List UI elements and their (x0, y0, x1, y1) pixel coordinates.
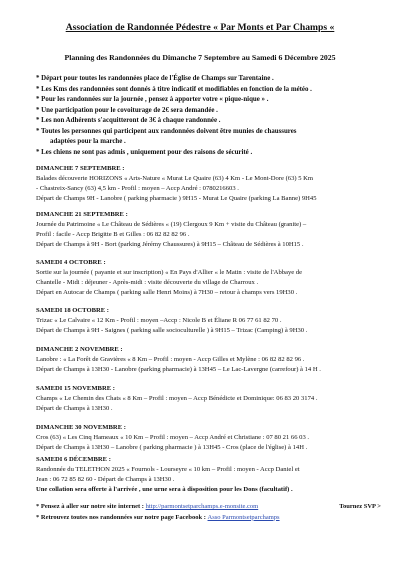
rule-line: * Pour les randonnées sur la journée , pensez à apporter votre « pique-nique » . (36, 96, 269, 103)
event-line: Randonnée du TELETHON 2025 « Fournols - Lourseyre « 10 km – Profil : moyen - Accp Daniel et (36, 466, 300, 474)
event-line: Cros (63) « Les Cinq Hameaux « 10 Km – Profil : moyen – Accp André et Christiane : 07 80 21 66 03 . (36, 434, 310, 442)
event-block (36, 210, 381, 250)
facebook-link[interactable]: Asso Parmontsetparchamps (207, 513, 280, 521)
event-block (36, 423, 381, 453)
website-link[interactable]: http://parmontsetparchamps.e-monsite.com (145, 503, 259, 510)
event-line: Profil : facile - Accp Brigitte B et Gilles : 06 82 82 82 96 . (36, 231, 190, 239)
event-date: SAMEDI 15 NOVEMBRE : (36, 385, 115, 392)
event-block (36, 306, 381, 336)
event-block (36, 164, 381, 204)
event-block (36, 455, 381, 495)
event-line: Lanobre : « La Forêt de Gravières « 8 Km – Profil : moyen - Accp Gilles et Mylène : 06 82 82 82 96 . (36, 356, 305, 364)
event-block (36, 345, 381, 375)
event-date: DIMANCHE 7 SEPTEMBRE : (36, 165, 125, 172)
rule-line: * Toutes les personnes qui participent aux randonnées doivent être munies de chaussures (36, 127, 297, 135)
event-line: Chantelle - Midi : déjeuner - Après-midi : visite découverte du village de Charroux . (36, 279, 259, 287)
website-prefix: * Pensez à aller sur notre site internet : (36, 503, 144, 510)
event-line: Départ de Champs à 13H30 - Lanobre (parking pharmacie) à 13H45 – Le Lac-Lavergne (carrefour) à 14 H . (36, 366, 321, 374)
turn-over-label: Tournez SVP > (339, 503, 381, 510)
event-line: Départ de Champs à 13H30 . (36, 405, 113, 413)
event-line: Départ en Autocar de Champs ( parking salle Henri Moins) à 7H30 – retour à champs vers 19H30 . (36, 289, 298, 297)
event-line: Sortie sur la journée ( payante et sur inscription) « En Pays d'Allier « le Matin : visite de l'Abbaye de (36, 269, 303, 277)
event-line: Champs « Le Chemin des Chats « 8 Km – Profil : moyen – Accp Bénédicte et Dominique: 06 83 20 3174 . (36, 395, 318, 403)
event-date: DIMANCHE 2 NOVEMBRE : (36, 346, 123, 353)
rule-line: adaptées pour la marche . (50, 138, 126, 145)
event-line: Balades découverte HORIZONS « Arts-Nature « Murat Le Quaire (63) 4 Km - Le Mont-Dore (63) 5 Km (36, 175, 314, 183)
event-line: Départ de Champs à 13H30 – Lanobre ( parking pharmacie ) à 13H45 - Cros (place de l'église) à 14H . (36, 444, 308, 452)
event-line: Journée du Patrimoine « Le Château de Sédières « (19) Clergoux 9 Km + visite du Château (granite) – (36, 221, 307, 229)
rule-line: * Les non Adhérents s'acquitteront de 3€ à chaque randonnée . (36, 117, 221, 124)
event-date: SAMEDI 6 DÉCEMBRE : (36, 456, 111, 463)
event-block (36, 258, 381, 298)
rule-line: * Les Kms des randonnées sont donnés à titre indicatif et modifiables en fonction de la météo . (36, 85, 312, 93)
event-date: SAMEDI 4 OCTOBRE : (36, 259, 106, 266)
event-block (36, 384, 381, 414)
rule-line: * Une participation pour le covoiturage de 2€ sera demandée . (36, 106, 218, 114)
rules-list (36, 74, 376, 158)
event-line: Jean : 06 72 85 82 60 - Départ de Champs à 13H30 . (36, 476, 175, 484)
event-line: Une collation sera offerte à l'arrivée , une urne sera à disposition pour les Dons (facultatif) . (36, 486, 293, 494)
footer-website-line (36, 502, 381, 513)
event-date: SAMEDI 18 OCTOBRE : (36, 307, 109, 314)
association-title: Association de Randonnée Pédestre « Par Monts et Par Champs « (65, 22, 335, 33)
event-date: DIMANCHE 30 NOVEMBRE : (36, 424, 126, 431)
footer (36, 502, 381, 523)
rule-line: * Les chiens ne sont pas admis , uniquement pour des raisons de sécurité . (36, 148, 253, 156)
facebook-prefix: * Retrouvez toutes nos randonnées sur notre page Facebook : (36, 513, 206, 521)
event-line: Départ de Champs à 9H - Bort (parking Jérémy Chaussures) à 9H15 – Château de Sédières à 10H15 . (36, 241, 304, 249)
event-date: DIMANCHE 21 SEPTEMBRE : (36, 211, 128, 218)
event-line: - Chastreix-Sancy (63) 4,5 km - Profil : moyen – Accp André : 0780216603 . (36, 185, 239, 193)
event-line: Trizac « Le Calvaire « 12 Km - Profil : moyen –Accp : Nicole B et Éliane R 06 77 61 82 70 . (36, 317, 282, 325)
rule-line: * Départ pour toutes les randonnées place de l'Église de Champs sur Tarentaine . (36, 75, 274, 82)
planning-subtitle: Planning des Randonnées du Dimanche 7 Septembre au Samedi 6 Décembre 2025 (64, 53, 336, 62)
footer-facebook-line (36, 513, 381, 524)
event-line: Départ de Champs 9H - Lanobre ( parking pharmacie ) 9H15 - Murat Le Quaire (parking La Banne) 9H45 (36, 195, 317, 203)
event-line: Départ de Champs à 9H - Saignes ( parking salle socioculturelle ) à 9H15 – Trizac (Camping) à 9H30 . (36, 327, 308, 335)
